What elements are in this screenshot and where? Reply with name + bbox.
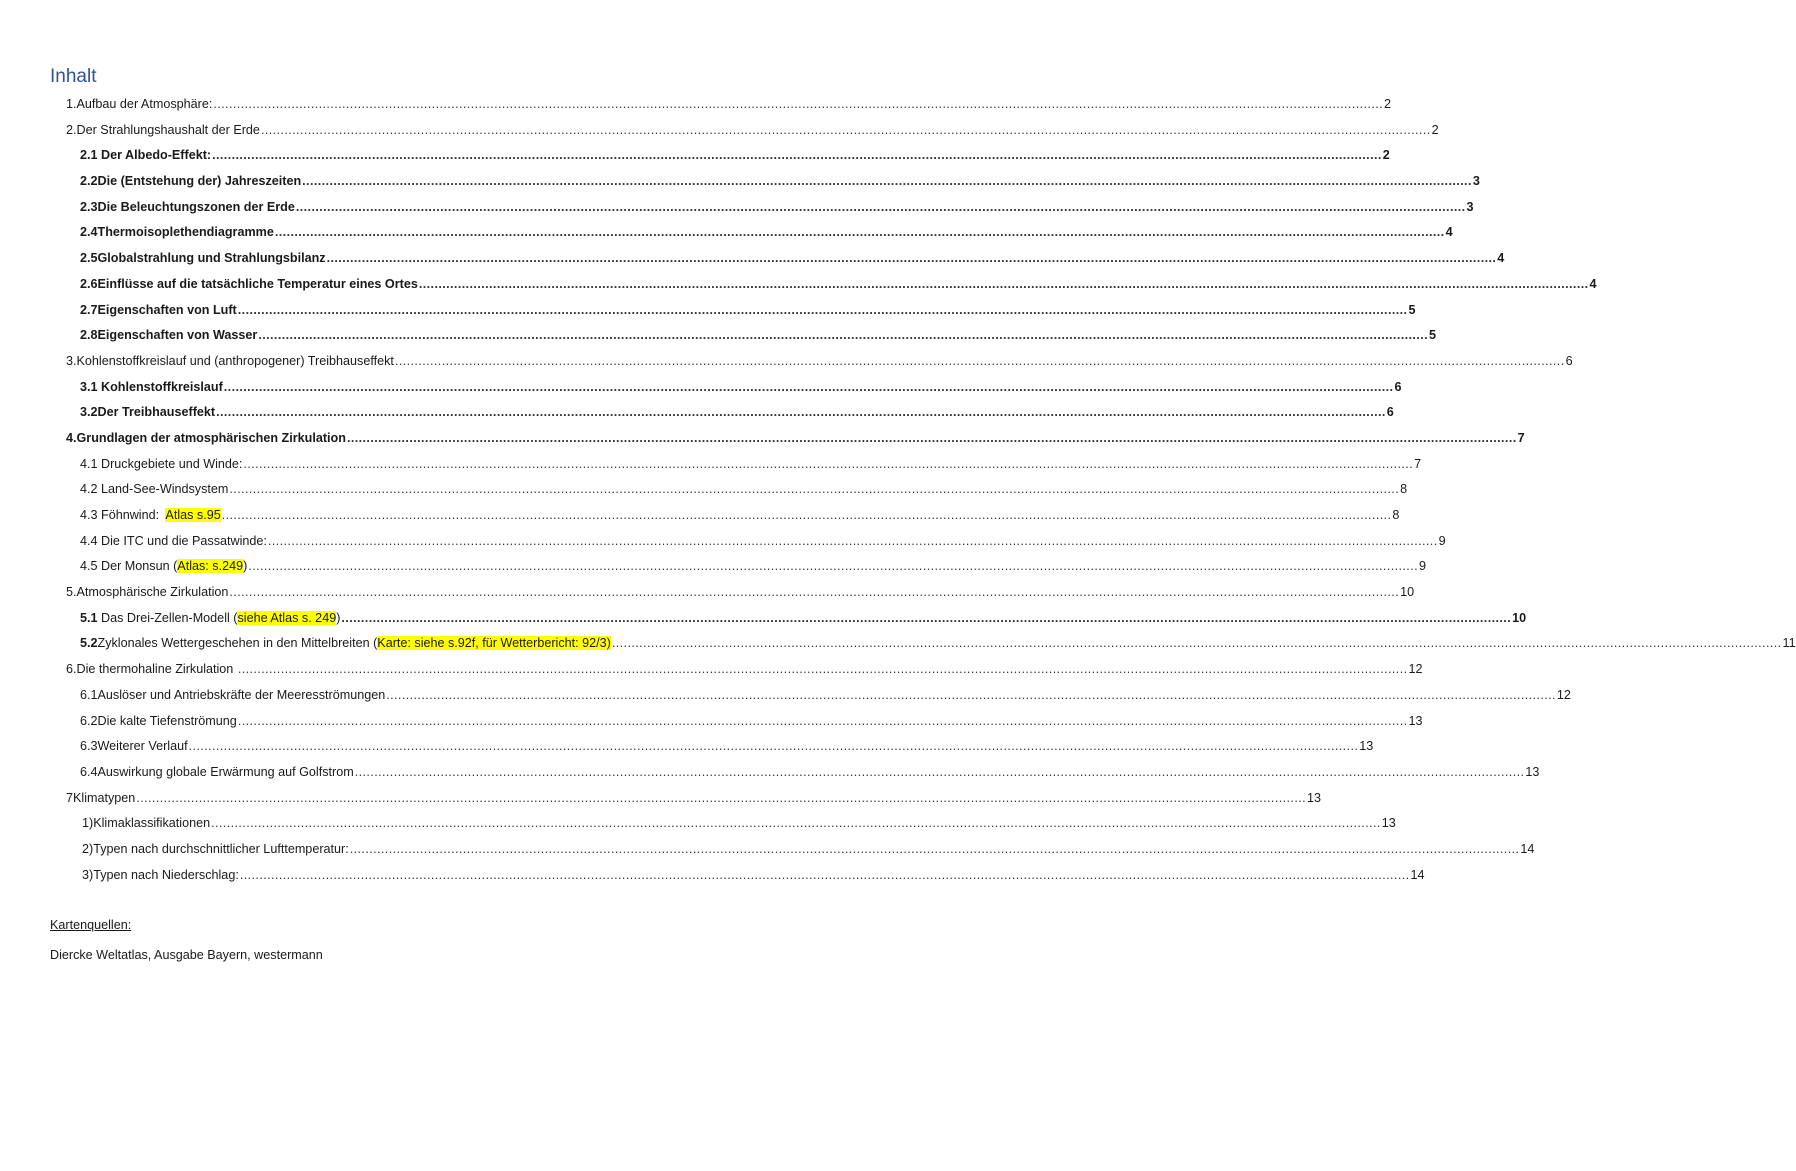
dot-leader: ............................................................................................................................................................................................................................................................................................................ bbox=[223, 379, 1394, 394]
toc-entry-title: Eigenschaften von Luft bbox=[97, 302, 237, 317]
toc-entry-number: 7 bbox=[66, 790, 74, 805]
dot-leader: ............................................................................................................................................................................................................................................................................................................ bbox=[349, 841, 1520, 856]
toc-entry[interactable] bbox=[0, 529, 1446, 555]
toc-entry-page: 3 bbox=[1466, 199, 1474, 214]
toc-entry-title: Der Treibhauseffekt bbox=[97, 405, 216, 420]
toc-entry-title: Die (Entstehung der) Jahreszeiten bbox=[97, 174, 302, 189]
toc-entry-title: Atmosphärische Zirkulation bbox=[76, 585, 229, 600]
table-of-contents bbox=[0, 92, 1796, 888]
toc-entry[interactable] bbox=[0, 631, 1796, 657]
toc-entry-title: 4.4 Die ITC und die Passatwinde: bbox=[80, 533, 267, 548]
atlas-reference-highlight: Atlas: s.249 bbox=[177, 559, 244, 574]
toc-entry-page: 14 bbox=[1410, 867, 1425, 882]
toc-entry-page: 6 bbox=[1565, 353, 1573, 368]
dot-leader: ............................................................................................................................................................................................................................................................................................................ bbox=[394, 353, 1565, 368]
toc-entry[interactable] bbox=[0, 92, 1392, 118]
toc-entry[interactable] bbox=[0, 323, 1437, 349]
toc-entry-number: 2.6 bbox=[80, 276, 98, 291]
toc-entry-page: 11 bbox=[1782, 636, 1796, 651]
toc-entry[interactable] bbox=[0, 349, 1573, 375]
toc-entry-number: 4. bbox=[66, 430, 77, 445]
toc-entry[interactable] bbox=[0, 298, 1416, 324]
toc-entry-title: Auslöser und Antriebskräfte der Meeresströmungen bbox=[97, 687, 386, 702]
toc-entry-number: 3.2 bbox=[80, 405, 98, 420]
toc-entry-page: 14 bbox=[1520, 841, 1535, 856]
dot-leader: ............................................................................................................................................................................................................................................................................................................ bbox=[188, 739, 1359, 754]
toc-entry-number: 2.7 bbox=[80, 302, 98, 317]
toc-entry-page: 13 bbox=[1408, 713, 1423, 728]
toc-entry-number: 2.8 bbox=[80, 328, 98, 343]
dot-leader: ............................................................................................................................................................................................................................................................................................................ bbox=[243, 456, 1414, 471]
sources-text: Diercke Weltatlas, Ausgabe Bayern, westermann bbox=[50, 948, 323, 962]
toc-entry[interactable] bbox=[0, 760, 1540, 786]
toc-entry-title bbox=[80, 606, 340, 632]
toc-entry-page: 2 bbox=[1382, 148, 1390, 163]
toc-entry[interactable] bbox=[0, 837, 1535, 863]
toc-entry-number: 2. bbox=[66, 122, 77, 137]
toc-entry-title: Die Beleuchtungszonen der Erde bbox=[97, 199, 295, 214]
dot-leader: ............................................................................................................................................................................................................................................................................................................ bbox=[274, 225, 1445, 240]
toc-entry-number: 6.4 bbox=[80, 764, 98, 779]
toc-entry[interactable] bbox=[0, 657, 1423, 683]
toc-entry-title-text: ) bbox=[336, 610, 341, 625]
toc-entry[interactable] bbox=[0, 195, 1474, 221]
dot-leader: ............................................................................................................................................................................................................................................................................................................ bbox=[229, 482, 1400, 497]
toc-entry-title bbox=[80, 503, 221, 529]
dot-leader: ............................................................................................................................................................................................................................................................................................................ bbox=[260, 122, 1431, 137]
toc-entry[interactable] bbox=[0, 452, 1422, 478]
dot-leader: ............................................................................................................................................................................................................................................................................................................ bbox=[302, 174, 1472, 189]
toc-entry[interactable] bbox=[0, 503, 1400, 529]
toc-heading: Inhalt bbox=[50, 66, 97, 87]
toc-entry-title-text: ) bbox=[243, 559, 248, 574]
toc-entry-number: 2.4 bbox=[80, 225, 98, 240]
toc-entry-page: 2 bbox=[1384, 97, 1392, 111]
toc-entry[interactable] bbox=[0, 786, 1322, 812]
dot-leader: ............................................................................................................................................................................................................................................................................................................ bbox=[326, 251, 1497, 266]
toc-entry-title bbox=[80, 554, 247, 580]
toc-entry[interactable] bbox=[0, 272, 1597, 298]
toc-entry[interactable] bbox=[0, 169, 1480, 195]
toc-entry[interactable] bbox=[0, 863, 1425, 889]
toc-entry[interactable] bbox=[0, 709, 1423, 735]
toc-entry-page: 4 bbox=[1589, 276, 1597, 291]
toc-entry-page: 9 bbox=[1438, 533, 1446, 548]
dot-leader: ............................................................................................................................................................................................................................................................................................................ bbox=[418, 276, 1589, 291]
toc-entry-title: 3.1 Kohlenstoffkreislauf bbox=[80, 379, 223, 394]
dot-leader: ............................................................................................................................................................................................................................................................................................................ bbox=[267, 533, 1438, 548]
toc-entry-number: 3. bbox=[66, 353, 77, 368]
toc-entry-page: 9 bbox=[1419, 559, 1427, 574]
toc-entry[interactable] bbox=[0, 118, 1439, 144]
toc-entry-title: 4.1 Druckgebiete und Winde: bbox=[80, 456, 243, 471]
toc-entry-page: 8 bbox=[1392, 508, 1400, 522]
toc-entry[interactable] bbox=[0, 606, 1527, 632]
toc-entry[interactable] bbox=[0, 734, 1374, 760]
toc-entry-number: 6.3 bbox=[80, 739, 98, 754]
toc-entry-title: Die thermohaline Zirkulation bbox=[76, 662, 237, 677]
toc-entry-title: Thermoisoplethendiagramme bbox=[97, 225, 274, 240]
toc-entry[interactable] bbox=[0, 811, 1396, 837]
toc-entry-title: Klimaklassifikationen bbox=[93, 816, 211, 831]
dot-leader: ............................................................................................................................................................................................................................................................................................................ bbox=[211, 816, 1381, 831]
toc-entry-page: 3 bbox=[1472, 174, 1480, 189]
toc-entry-number: 2.3 bbox=[80, 199, 98, 214]
toc-entry-page: 4 bbox=[1445, 225, 1453, 240]
toc-entry-page: 4 bbox=[1497, 251, 1505, 266]
dot-leader: ............................................................................................................................................................................................................................................................................................................ bbox=[237, 302, 1408, 317]
dot-leader: ............................................................................................................................................................................................................................................................................................................ bbox=[354, 764, 1525, 779]
dot-leader: ............................................................................................................................................................................................................................................................................................................ bbox=[136, 790, 1307, 805]
toc-entry-title: Typen nach Niederschlag: bbox=[93, 867, 239, 882]
toc-entry-number: 2) bbox=[82, 841, 94, 856]
toc-entry[interactable] bbox=[0, 554, 1427, 580]
toc-entry-number: 1) bbox=[82, 816, 94, 831]
sources-title: Kartenquellen: bbox=[50, 918, 132, 932]
toc-entry-page: 7 bbox=[1414, 456, 1422, 471]
toc-entry-title: 2.1 Der Albedo-Effekt: bbox=[80, 148, 212, 163]
toc-entry[interactable] bbox=[0, 683, 1571, 709]
toc-entry-title bbox=[98, 631, 611, 657]
toc-entry-number: 2.5 bbox=[80, 251, 98, 266]
toc-entry-number: 6.2 bbox=[80, 713, 98, 728]
toc-entry-title-text: 4.3 Föhnwind: bbox=[80, 508, 166, 522]
dot-leader: ............................................................................................................................................................................................................................................................................................................ bbox=[258, 328, 1429, 343]
atlas-reference-highlight: Atlas s.95 bbox=[165, 508, 221, 522]
map-reference-highlight: Karte: siehe s.92f, für Wetterbericht: 92/3) bbox=[377, 636, 611, 651]
toc-entry-number: 2.2 bbox=[80, 174, 98, 189]
toc-entry-title: Klimatypen bbox=[73, 790, 136, 805]
dot-leader: ............................................................................................................................................................................................................................................................................................................ bbox=[213, 97, 1384, 111]
toc-entry-page: 10 bbox=[1400, 585, 1415, 600]
toc-entry-title: Einflüsse auf die tatsächliche Temperatur eines Ortes bbox=[97, 276, 418, 291]
toc-entry-number: 5. bbox=[66, 585, 77, 600]
toc-entry-title: Grundlagen der atmosphärischen Zirkulation bbox=[76, 430, 346, 445]
toc-entry-title: Der Strahlungshaushalt der Erde bbox=[76, 122, 260, 137]
toc-entry-title: Globalstrahlung und Strahlungsbilanz bbox=[97, 251, 326, 266]
toc-entry-page: 7 bbox=[1517, 430, 1525, 445]
toc-entry-number: 3) bbox=[82, 867, 94, 882]
dot-leader: ............................................................................................................................................................................................................................................................................................................ bbox=[341, 610, 1512, 625]
dot-leader: ............................................................................................................................................................................................................................................................................................................ bbox=[212, 148, 1382, 163]
toc-entry-page: 12 bbox=[1556, 687, 1571, 702]
dot-leader: ............................................................................................................................................................................................................................................................................................................ bbox=[221, 508, 1392, 522]
dot-leader: ............................................................................................................................................................................................................................................................................................................ bbox=[386, 687, 1556, 702]
toc-entry-title-text: Zyklonales Wettergeschehen in den Mittelbreiten ( bbox=[97, 636, 378, 651]
toc-entry-title: Typen nach durchschnittlicher Lufttemperatur: bbox=[93, 841, 349, 856]
toc-entry-page: 5 bbox=[1408, 302, 1416, 317]
toc-entry-number: 6. bbox=[66, 662, 77, 677]
dot-leader: ............................................................................................................................................................................................................................................................................................................ bbox=[229, 585, 1400, 600]
toc-entry[interactable] bbox=[0, 477, 1408, 503]
toc-entry-title: Eigenschaften von Wasser bbox=[97, 328, 258, 343]
toc-entry-title-text: Das Drei-Zellen-Modell ( bbox=[97, 610, 238, 625]
toc-entry-page: 13 bbox=[1307, 790, 1322, 805]
toc-entry-page: 2 bbox=[1431, 122, 1439, 137]
toc-entry-number: 5.2 bbox=[80, 636, 98, 651]
dot-leader: ............................................................................................................................................................................................................................................................................................................ bbox=[248, 559, 1418, 574]
toc-entry[interactable] bbox=[0, 426, 1525, 452]
toc-entry-number: 5.1 bbox=[80, 610, 98, 625]
toc-entry-title: Weiterer Verlauf bbox=[97, 739, 188, 754]
toc-entry[interactable] bbox=[0, 143, 1390, 169]
dot-leader: ............................................................................................................................................................................................................................................................................................................ bbox=[346, 430, 1517, 445]
toc-entry[interactable] bbox=[0, 246, 1505, 272]
toc-entry-page: 13 bbox=[1381, 816, 1396, 831]
toc-entry-page: 13 bbox=[1359, 739, 1374, 754]
toc-entry-page: 8 bbox=[1400, 482, 1408, 497]
toc-entry-page: 6 bbox=[1394, 379, 1402, 394]
dot-leader: ............................................................................................................................................................................................................................................................................................................ bbox=[239, 867, 1410, 882]
dot-leader: ............................................................................................................................................................................................................................................................................................................ bbox=[295, 199, 1466, 214]
toc-entry-title: 4.2 Land-See-Windsystem bbox=[80, 482, 229, 497]
toc-entry-number: 1. bbox=[66, 97, 77, 111]
toc-entry-title: Kohlenstoffkreislauf und (anthropogener) Treibhauseffekt bbox=[76, 353, 394, 368]
dot-leader: ............................................................................................................................................................................................................................................................................................................ bbox=[237, 713, 1408, 728]
toc-entry-page: 6 bbox=[1386, 405, 1394, 420]
toc-entry[interactable] bbox=[0, 220, 1453, 246]
toc-entry-page: 12 bbox=[1408, 662, 1423, 677]
toc-entry-page: 10 bbox=[1512, 610, 1527, 625]
toc-entry[interactable] bbox=[0, 580, 1415, 606]
toc-entry-page: 13 bbox=[1525, 764, 1540, 779]
toc-entry-title-text: 4.5 Der Monsun ( bbox=[80, 559, 178, 574]
toc-entry-number: 6.1 bbox=[80, 687, 98, 702]
dot-leader: ............................................................................................................................................................................................................................................................................................................ bbox=[216, 405, 1386, 420]
toc-entry-title: Aufbau der Atmosphäre: bbox=[76, 97, 213, 111]
dot-leader: ............................................................................................................................................................................................................................................................................................................ bbox=[611, 636, 1782, 651]
toc-entry-title: Die kalte Tiefenströmung bbox=[97, 713, 237, 728]
toc-entry[interactable] bbox=[0, 375, 1402, 401]
dot-leader: ............................................................................................................................................................................................................................................................................................................ bbox=[237, 662, 1408, 677]
toc-entry[interactable] bbox=[0, 400, 1394, 426]
atlas-reference-highlight: siehe Atlas s. 249 bbox=[237, 610, 337, 625]
toc-entry-page: 5 bbox=[1429, 328, 1437, 343]
toc-entry-title: Auswirkung globale Erwärmung auf Golfstrom bbox=[97, 764, 354, 779]
